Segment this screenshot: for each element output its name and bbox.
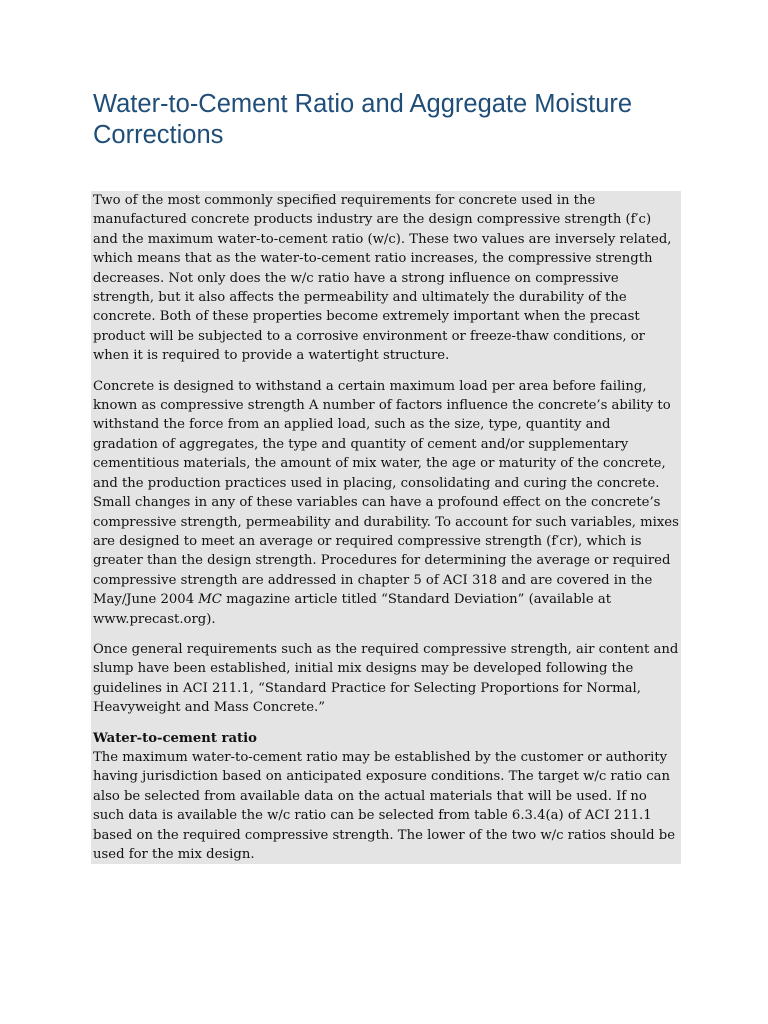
- paragraph-mix-design: [93, 640, 679, 718]
- paragraph-text: magazine article titled “Standard Deviation” (available at www.precast.org).: [93, 592, 612, 627]
- section-subheading: Water-to-cement ratio: [93, 730, 257, 746]
- paragraph-compressive-strength: [93, 377, 679, 629]
- page-title: Water-to-Cement Ratio and Aggregate Moisture Corrections: [93, 90, 633, 149]
- paragraph-text: Two of the most commonly specified requirements for concrete used in the manufactured concrete products industry are the design compressive strength (f′c) and the maximum water-to-cement ratio (w/c). These two values are inversely related, which means that as the water-to-cement ratio increases, the compressive strength decreases. Not only does the w/c ratio have a strong influence on compressive strength, but it also affects the permeability and ultimately the durability of the concrete. Both of these properties become extremely important when the precast product will be subjected to a corrosive environment or freeze-thaw conditions, or when it is required to provide a watertight structure.: [93, 193, 672, 364]
- paragraph-wc-ratio: [93, 729, 679, 865]
- article-body: [91, 191, 681, 864]
- magazine-name: MC: [198, 592, 222, 608]
- paragraph-intro: [93, 191, 679, 366]
- paragraph-text: Concrete is designed to withstand a certain maximum load per area before failing, known as compressive strength A number of factors influence the concrete’s ability to withstand the force from an applied load, such as the size, type, quantity and gradation of aggregates, the type and quantity of cement and/or supplementary cementitious materials, the amount of mix water, the age or maturity of the concrete, and the production practices used in placing, consolidating and curing the concrete. Small changes in any of these variables can have a profound effect on the concrete’s compressive strength, permeability and durability. To account for such variables, mixes are designed to meet an average or required compressive strength (f′cr), which is greater than the design strength. Procedures for determining the average or required compressive strength are addressed in chapter 5 of ACI 318 and are covered in the May/June 2004: [93, 378, 679, 608]
- paragraph-text: The maximum water-to-cement ratio may be established by the customer or authority having jurisdiction based on anticipated exposure conditions. The target w/c ratio can also be selected from available data on the actual materials that will be used. If no such data is available the w/c ratio can be selected from table 6.3.4(a) of ACI 211.1 based on the required compressive strength. The lower of the two w/c ratios should be used for the mix design.: [93, 749, 676, 862]
- paragraph-text: Once general requirements such as the required compressive strength, air content and slump have been established, initial mix designs may be developed following the guidelines in ACI 211.1, “Standard Practice for Selecting Proportions for Normal, Heavyweight and Mass Concrete.”: [93, 641, 679, 716]
